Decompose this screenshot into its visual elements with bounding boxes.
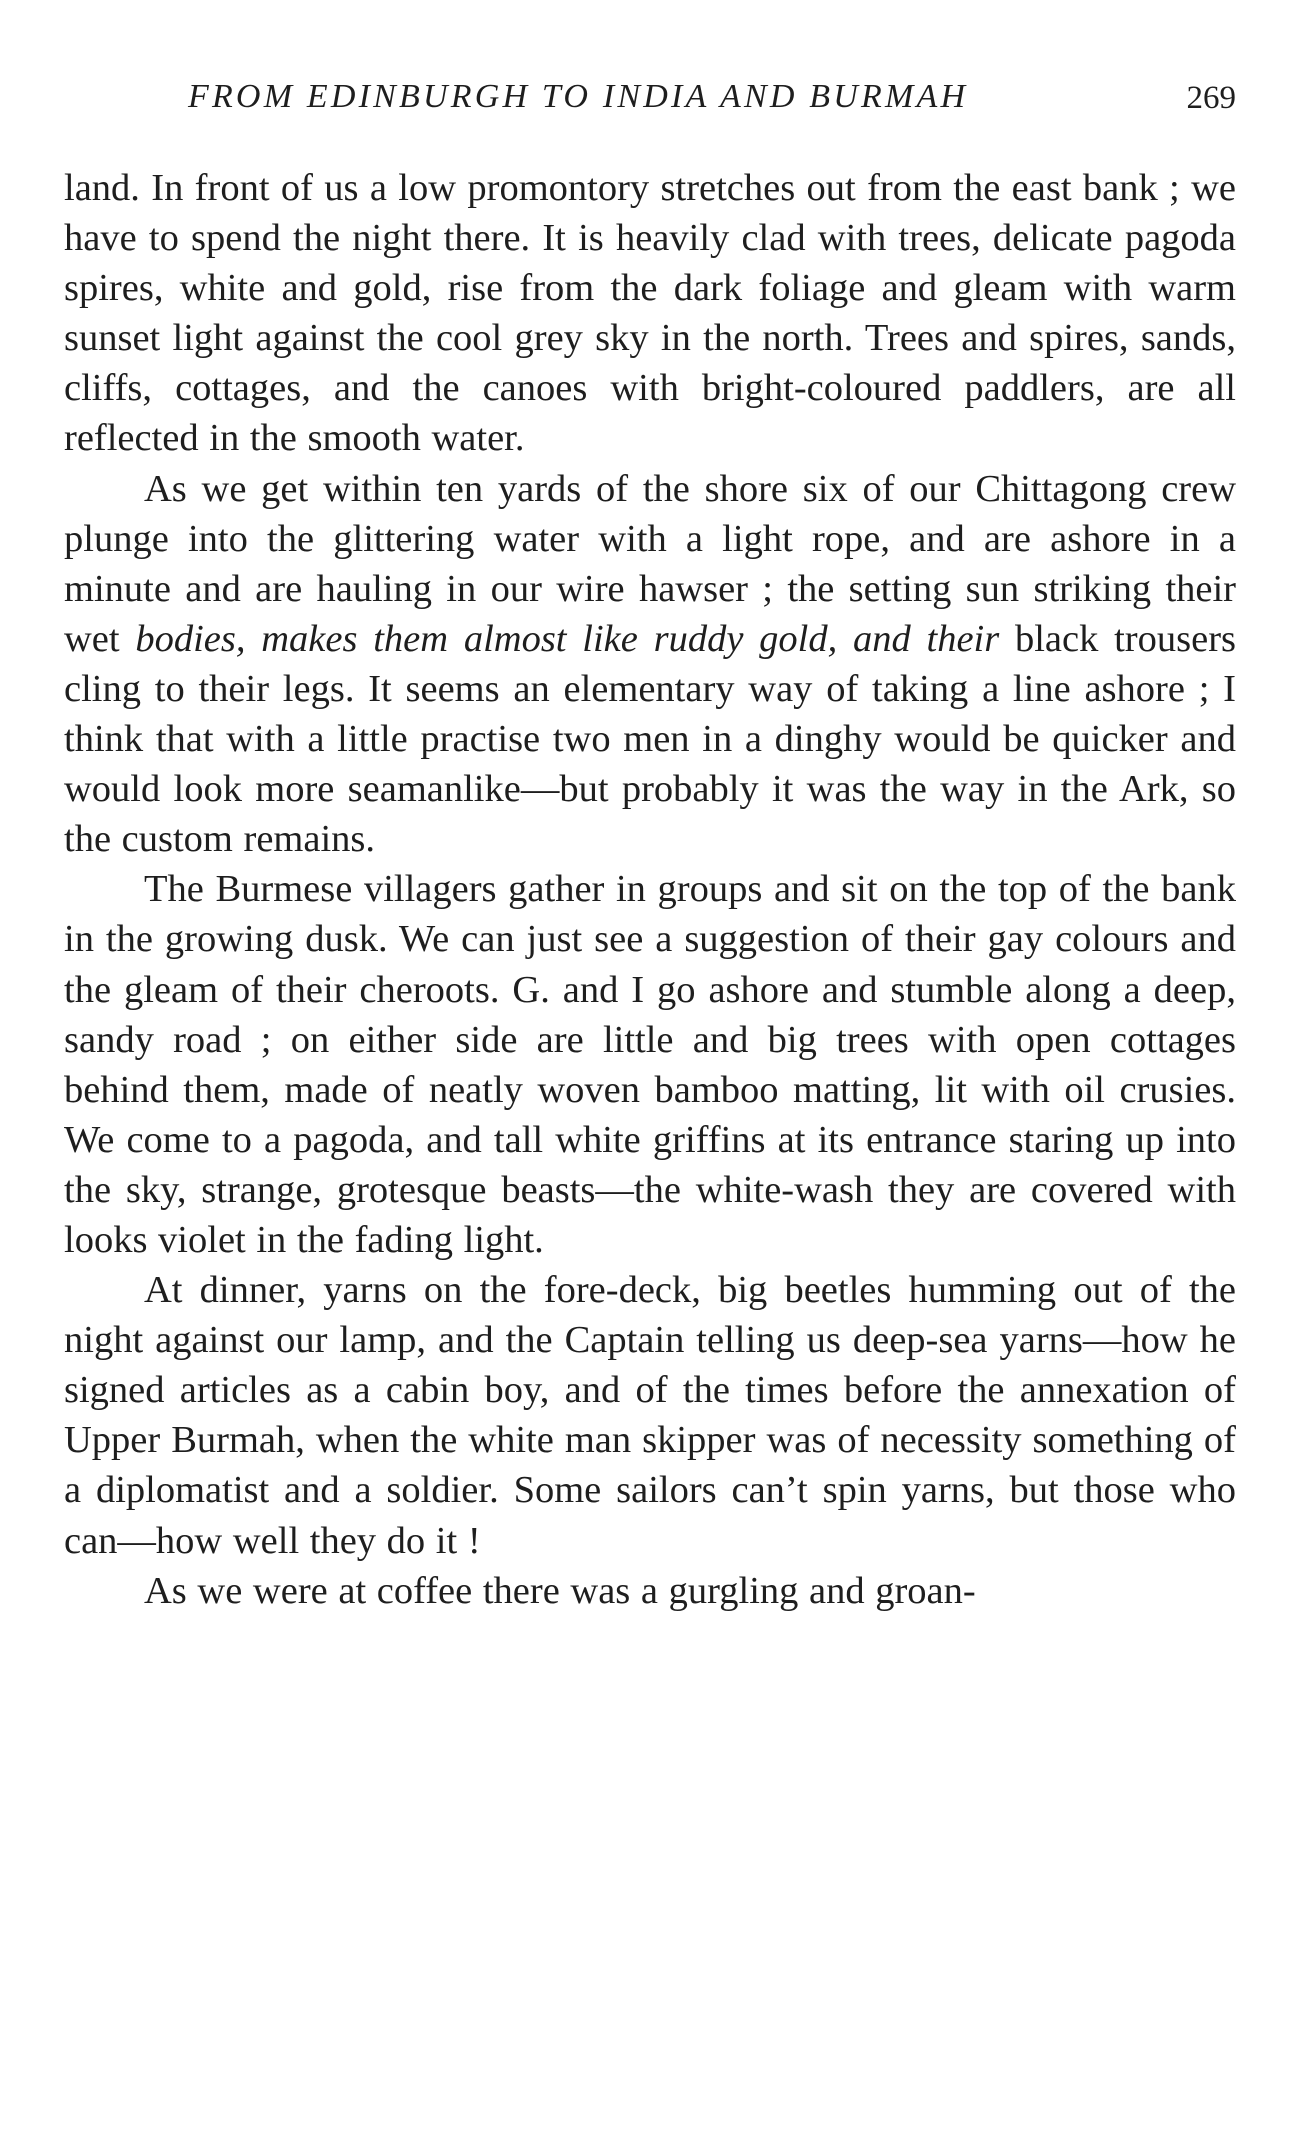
paragraph-4: At dinner, yarns on the fore-deck, big beetles humming out of the night against our lamp, and the Captain telling us deep-sea yarns—how he signed articles as a cabin boy, and of the times before the annexation of Upper Burmah, when the white man skipper was of necessity something of a diplomatist and a soldier. Some sailors can’t spin yarns, but those who can—how well they do it ! [64, 1269, 1236, 1562]
paragraph-2-italic: bodies, makes them almost like ruddy gold, and their [135, 617, 1000, 660]
paragraph-2 [64, 464, 1236, 865]
paragraph-2-part-1: As we get within ten yards of the shore six of our Chittagong crew plunge into the glittering water with a light rope, and are ashore in a minute and are hauling in our wire hawser ; the setting sun striking their wet [64, 467, 1236, 660]
page-number: 269 [1186, 80, 1236, 116]
page-header [188, 78, 1236, 118]
running-title: FROM EDINBURGH TO INDIA AND BURMAH [188, 78, 969, 115]
body-text [64, 163, 1236, 1616]
paragraph-3: The Burmese villagers gather in groups and sit on the top of the bank in the growing dusk. We can just see a suggestion of their gay colours and the gleam of their cheroots. G. and I go ashore and stumble along a deep, sandy road ; on either side are little and big trees with open cottages behind them, made of neatly woven bamboo matting, lit with oil crusies. We come to a pagoda, and tall white griffins at its entrance staring up into the sky, strange, grotesque beasts—the white-wash they are covered with looks violet in the fading light. [64, 868, 1236, 1261]
paragraph-1: land. In front of us a low promontory stretches out from the east bank ; we have to spend the night there. It is heavily clad with trees, delicate pagoda spires, white and gold, rise from the dark foliage and gleam with warm sunset light against the cool grey sky in the north. Trees and spires, sands, cliffs, cottages, and the canoes with bright-coloured paddlers, are all reflected in the smooth water. [64, 167, 1236, 460]
paragraph-5: As we were at coffee there was a gurgling and groan- [144, 1569, 976, 1612]
paragraph-2-part-2: black trousers cling to their legs. It seems an elementary way of taking a line ashore ; I think that with a little practise two men in a dinghy would be quicker and would look more seamanlike—but probably it was the way in the Ark, so the custom remains. [64, 617, 1236, 861]
